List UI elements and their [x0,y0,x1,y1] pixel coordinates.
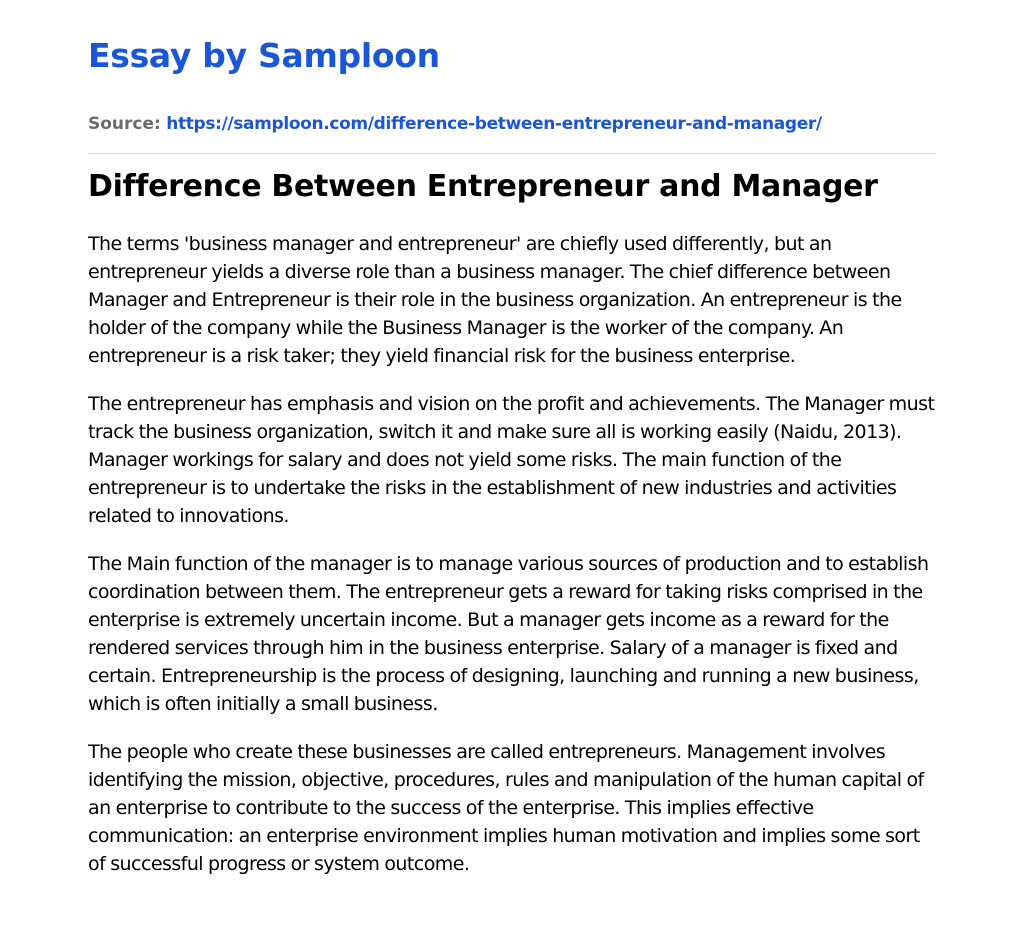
essay-title: Difference Between Entrepreneur and Manager [88,169,878,204]
site-title: Essay by Samploon [88,36,440,75]
divider [88,153,936,154]
essay-paragraph-2: The entrepreneur has emphasis and vision on the profit and achievements. The Manager must track the business organization, switch it and make sure all is working easily (Naidu, 2013). Manager workings for salary and does not yield some risks. The main function of the entrepreneur is to undertake the risks in the establishment of new industries and activities related to innovations. [88,393,935,527]
essay-paragraph-3: The Main function of the manager is to manage various sources of production and to establish coordination between them. The entrepreneur gets a reward for taking risks comprised in the enterprise is extremely uncertain income. But a manager gets income as a reward for the rendered services through him in the business enterprise. Salary of a manager is fixed and certain. Entrepreneurship is the process of designing, launching and running a new business, which is often initially a small business. [88,553,929,715]
essay-paragraph-4: The people who create these businesses are called entrepreneurs. Management involves identifying the mission, objective, procedures, rules and manipulation of the human capital of an enterprise to contribute to the success of the enterprise. This implies effective communication: an enterprise environment implies human motivation and implies some sort of successful progress or system outcome. [88,741,924,875]
source-link[interactable]: https://samploon.com/difference-between-entrepreneur-and-manager/ [166,114,822,134]
essay-page [88,0,936,878]
source-line [88,113,936,135]
source-label: Source: [88,114,161,134]
essay-paragraph-1: The terms 'business manager and entrepreneur' are chiefly used differently, but an entrepreneur yields a diverse role than a business manager. The chief difference between Manager and Entrepreneur is their role in the business organization. An entrepreneur is the holder of the company while the Business Manager is the worker of the company. An entrepreneur is a risk taker; they yield financial risk for the business enterprise. [88,233,902,367]
